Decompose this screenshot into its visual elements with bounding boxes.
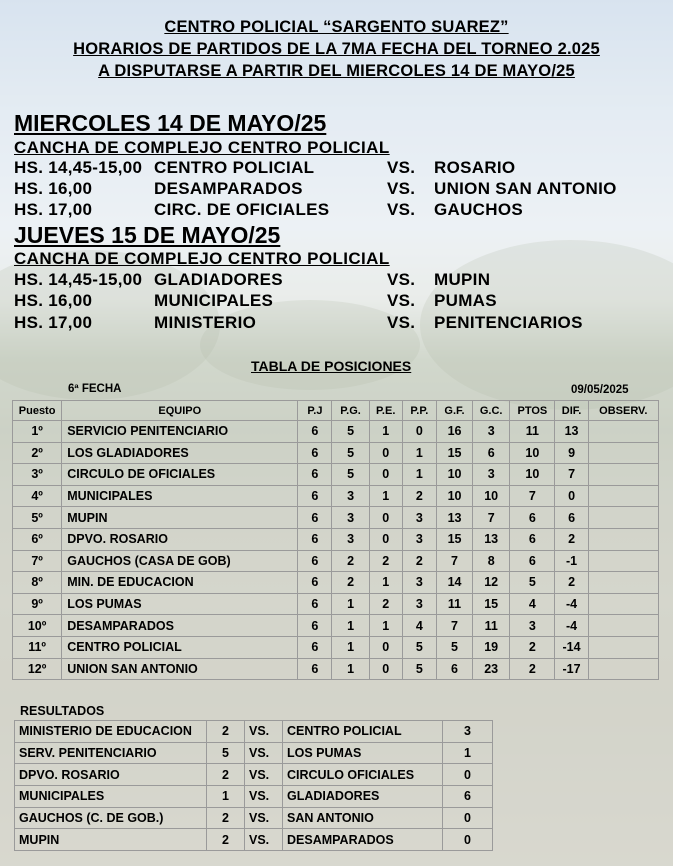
header-line-2: HORARIOS DE PARTIDOS DE LA 7MA FECHA DEL TORNEO 2.025 — [73, 40, 600, 58]
standings-row — [13, 421, 659, 443]
match-time: HS. 17,00 — [14, 313, 93, 332]
won-cell: 1 — [332, 636, 369, 658]
played-cell: 6 — [298, 442, 332, 464]
header-line-1: CENTRO POLICIAL “SARGENTO SUAREZ” — [164, 18, 509, 36]
col-header: P.J — [298, 401, 332, 421]
goals-for-cell: 7 — [436, 615, 472, 637]
points-cell: 6 — [510, 507, 555, 529]
team-cell: LOS GLADIADORES — [62, 442, 298, 464]
home-score-cell: 2 — [207, 764, 245, 786]
vs-cell: VS. — [245, 807, 283, 829]
observations-cell — [588, 485, 658, 507]
goals-against-cell: 3 — [473, 464, 510, 486]
match-home: CENTRO POLICIAL — [154, 158, 315, 177]
match-vs: VS. — [387, 200, 416, 219]
goals-against-cell: 11 — [473, 615, 510, 637]
result-row — [15, 764, 493, 786]
lost-cell: 4 — [402, 615, 436, 637]
observations-cell — [588, 593, 658, 615]
result-row — [15, 829, 493, 851]
goal-diff-cell: 2 — [555, 528, 588, 550]
goals-against-cell: 12 — [473, 572, 510, 594]
home-team-cell: MUPIN — [15, 829, 207, 851]
day-1-match-3 — [14, 200, 664, 222]
drawn-cell: 1 — [369, 485, 402, 507]
team-cell: SERVICIO PENITENCIARIO — [62, 421, 298, 443]
lost-cell: 2 — [402, 485, 436, 507]
home-team-cell: GAUCHOS (C. DE GOB.) — [15, 807, 207, 829]
lost-cell: 1 — [402, 442, 436, 464]
result-row — [15, 721, 493, 743]
goals-against-cell: 19 — [473, 636, 510, 658]
home-team-cell: DPVO. ROSARIO — [15, 764, 207, 786]
lost-cell: 3 — [402, 528, 436, 550]
match-away: PUMAS — [434, 291, 497, 310]
away-score-cell: 3 — [443, 721, 493, 743]
team-cell: MIN. DE EDUCACION — [62, 572, 298, 594]
played-cell: 6 — [298, 464, 332, 486]
away-team-cell: DESAMPARADOS — [283, 829, 443, 851]
goal-diff-cell: 2 — [555, 572, 588, 594]
drawn-cell: 1 — [369, 615, 402, 637]
lost-cell: 3 — [402, 593, 436, 615]
points-cell: 7 — [510, 485, 555, 507]
played-cell: 6 — [298, 485, 332, 507]
day-1-match-1 — [14, 158, 664, 180]
drawn-cell: 0 — [369, 636, 402, 658]
goal-diff-cell: 9 — [555, 442, 588, 464]
position-cell: 7º — [13, 550, 62, 572]
observations-cell — [588, 572, 658, 594]
vs-cell: VS. — [245, 764, 283, 786]
won-cell: 1 — [332, 615, 369, 637]
header-line-3: A DISPUTARSE A PARTIR DEL MIERCOLES 14 DE MAYO/25 — [98, 62, 575, 80]
played-cell: 6 — [298, 593, 332, 615]
points-cell: 4 — [510, 593, 555, 615]
points-cell: 10 — [510, 442, 555, 464]
home-score-cell: 1 — [207, 786, 245, 808]
away-score-cell: 6 — [443, 786, 493, 808]
team-cell: MUNICIPALES — [62, 485, 298, 507]
match-vs: VS. — [387, 270, 416, 289]
match-away: GAUCHOS — [434, 200, 523, 219]
goals-for-cell: 15 — [436, 528, 472, 550]
played-cell: 6 — [298, 658, 332, 680]
goals-against-cell: 10 — [473, 485, 510, 507]
standings-title: TABLA DE POSICIONES — [251, 358, 412, 374]
home-team-cell: SERV. PENITENCIARIO — [15, 742, 207, 764]
goals-for-cell: 6 — [436, 658, 472, 680]
drawn-cell: 1 — [369, 572, 402, 594]
goal-diff-cell: -4 — [555, 593, 588, 615]
col-header: G.F. — [436, 401, 472, 421]
drawn-cell: 0 — [369, 464, 402, 486]
away-score-cell: 1 — [443, 742, 493, 764]
won-cell: 3 — [332, 528, 369, 550]
points-cell: 2 — [510, 636, 555, 658]
points-cell: 3 — [510, 615, 555, 637]
won-cell: 3 — [332, 507, 369, 529]
points-cell: 5 — [510, 572, 555, 594]
home-score-cell: 2 — [207, 807, 245, 829]
match-home: MINISTERIO — [154, 313, 257, 332]
observations-cell — [588, 442, 658, 464]
lost-cell: 3 — [402, 572, 436, 594]
won-cell: 2 — [332, 550, 369, 572]
match-vs: VS. — [387, 158, 416, 177]
match-home: MUNICIPALES — [154, 291, 274, 310]
away-team-cell: SAN ANTONIO — [283, 807, 443, 829]
goal-diff-cell: -4 — [555, 615, 588, 637]
match-home: GLADIADORES — [154, 270, 283, 289]
match-vs: VS. — [387, 313, 416, 332]
col-header: OBSERV. — [588, 401, 658, 421]
points-cell: 10 — [510, 464, 555, 486]
away-score-cell: 0 — [443, 829, 493, 851]
vs-cell: VS. — [245, 829, 283, 851]
observations-cell — [588, 636, 658, 658]
match-away: UNION SAN ANTONIO — [434, 179, 617, 198]
away-team-cell: CENTRO POLICIAL — [283, 721, 443, 743]
team-cell: DESAMPARADOS — [62, 615, 298, 637]
position-cell: 2º — [13, 442, 62, 464]
goals-for-cell: 15 — [436, 442, 472, 464]
position-cell: 11º — [13, 636, 62, 658]
match-vs: VS. — [387, 179, 416, 198]
points-cell: 2 — [510, 658, 555, 680]
played-cell: 6 — [298, 636, 332, 658]
played-cell: 6 — [298, 528, 332, 550]
home-team-cell: MINISTERIO DE EDUCACION — [15, 721, 207, 743]
observations-cell — [588, 464, 658, 486]
standings-row — [13, 464, 659, 486]
col-header: P.E. — [369, 401, 402, 421]
standings-row — [13, 507, 659, 529]
lost-cell: 0 — [402, 421, 436, 443]
match-away: PENITENCIARIOS — [434, 313, 583, 332]
standings-row — [13, 636, 659, 658]
goal-diff-cell: 6 — [555, 507, 588, 529]
won-cell: 5 — [332, 464, 369, 486]
standings-row — [13, 550, 659, 572]
goals-against-cell: 6 — [473, 442, 510, 464]
played-cell: 6 — [298, 507, 332, 529]
col-header: G.C. — [473, 401, 510, 421]
match-away: ROSARIO — [434, 158, 516, 177]
col-header: PTOS — [510, 401, 555, 421]
position-cell: 5º — [13, 507, 62, 529]
col-header: P.P. — [402, 401, 436, 421]
won-cell: 2 — [332, 572, 369, 594]
goal-diff-cell: 7 — [555, 464, 588, 486]
goals-for-cell: 16 — [436, 421, 472, 443]
match-vs: VS. — [387, 291, 416, 310]
position-cell: 6º — [13, 528, 62, 550]
away-score-cell: 0 — [443, 807, 493, 829]
team-cell: DPVO. ROSARIO — [62, 528, 298, 550]
home-team-cell: MUNICIPALES — [15, 786, 207, 808]
lost-cell: 2 — [402, 550, 436, 572]
observations-cell — [588, 528, 658, 550]
drawn-cell: 1 — [369, 421, 402, 443]
position-cell: 8º — [13, 572, 62, 594]
lost-cell: 1 — [402, 464, 436, 486]
goals-against-cell: 8 — [473, 550, 510, 572]
won-cell: 5 — [332, 421, 369, 443]
won-cell: 5 — [332, 442, 369, 464]
goal-diff-cell: -1 — [555, 550, 588, 572]
team-cell: MUPIN — [62, 507, 298, 529]
day-2-match-3 — [14, 313, 664, 335]
goals-for-cell: 14 — [436, 572, 472, 594]
match-time: HS. 14,45-15,00 — [14, 270, 143, 289]
goals-for-cell: 10 — [436, 485, 472, 507]
team-cell: LOS PUMAS — [62, 593, 298, 615]
match-home: CIRC. DE OFICIALES — [154, 200, 330, 219]
standings-table — [12, 400, 659, 680]
match-time: HS. 16,00 — [14, 179, 93, 198]
vs-cell: VS. — [245, 786, 283, 808]
standings-row — [13, 593, 659, 615]
standings-row — [13, 572, 659, 594]
result-row — [15, 807, 493, 829]
points-cell: 6 — [510, 550, 555, 572]
home-score-cell: 5 — [207, 742, 245, 764]
goals-for-cell: 13 — [436, 507, 472, 529]
vs-cell: VS. — [245, 721, 283, 743]
position-cell: 4º — [13, 485, 62, 507]
goals-against-cell: 13 — [473, 528, 510, 550]
goals-for-cell: 11 — [436, 593, 472, 615]
away-team-cell: LOS PUMAS — [283, 742, 443, 764]
goals-for-cell: 7 — [436, 550, 472, 572]
drawn-cell: 0 — [369, 528, 402, 550]
goal-diff-cell: 0 — [555, 485, 588, 507]
day-2-match-1 — [14, 270, 664, 292]
won-cell: 3 — [332, 485, 369, 507]
observations-cell — [588, 421, 658, 443]
goals-against-cell: 3 — [473, 421, 510, 443]
day-1-title: MIERCOLES 14 DE MAYO/25 — [14, 110, 327, 136]
drawn-cell: 2 — [369, 550, 402, 572]
team-cell: CENTRO POLICIAL — [62, 636, 298, 658]
day-2-court: CANCHA DE COMPLEJO CENTRO POLICIAL — [14, 249, 390, 268]
observations-cell — [588, 615, 658, 637]
team-cell: GAUCHOS (CASA DE GOB) — [62, 550, 298, 572]
away-score-cell: 0 — [443, 764, 493, 786]
match-time: HS. 17,00 — [14, 200, 93, 219]
col-header: P.G. — [332, 401, 369, 421]
goals-for-cell: 10 — [436, 464, 472, 486]
day-1-court: CANCHA DE COMPLEJO CENTRO POLICIAL — [14, 138, 390, 157]
standings-row — [13, 658, 659, 680]
drawn-cell: 0 — [369, 442, 402, 464]
played-cell: 6 — [298, 421, 332, 443]
match-time: HS. 14,45-15,00 — [14, 158, 143, 177]
lost-cell: 5 — [402, 636, 436, 658]
standings-row — [13, 615, 659, 637]
match-time: HS. 16,00 — [14, 291, 93, 310]
goal-diff-cell: 13 — [555, 421, 588, 443]
goals-for-cell: 5 — [436, 636, 472, 658]
points-cell: 6 — [510, 528, 555, 550]
result-row — [15, 742, 493, 764]
goals-against-cell: 15 — [473, 593, 510, 615]
day-2-title: JUEVES 15 DE MAYO/25 — [14, 222, 281, 248]
standings-row — [13, 442, 659, 464]
match-home: DESAMPARADOS — [154, 179, 303, 198]
observations-cell — [588, 507, 658, 529]
position-cell: 3º — [13, 464, 62, 486]
standings-row — [13, 485, 659, 507]
standings-date: 09/05/2025 — [571, 384, 629, 396]
goal-diff-cell: -14 — [555, 636, 588, 658]
goal-diff-cell: -17 — [555, 658, 588, 680]
observations-cell — [588, 550, 658, 572]
observations-cell — [588, 658, 658, 680]
won-cell: 1 — [332, 593, 369, 615]
position-cell: 10º — [13, 615, 62, 637]
played-cell: 6 — [298, 615, 332, 637]
drawn-cell: 0 — [369, 658, 402, 680]
points-cell: 11 — [510, 421, 555, 443]
col-header: Puesto — [13, 401, 62, 421]
home-score-cell: 2 — [207, 829, 245, 851]
played-cell: 6 — [298, 550, 332, 572]
lost-cell: 5 — [402, 658, 436, 680]
col-header: DIF. — [555, 401, 588, 421]
team-cell: CIRCULO DE OFICIALES — [62, 464, 298, 486]
home-score-cell: 2 — [207, 721, 245, 743]
won-cell: 1 — [332, 658, 369, 680]
away-team-cell: CIRCULO OFICIALES — [283, 764, 443, 786]
col-header: EQUIPO — [62, 401, 298, 421]
goals-against-cell: 7 — [473, 507, 510, 529]
vs-cell: VS. — [245, 742, 283, 764]
day-1-match-2 — [14, 179, 664, 201]
drawn-cell: 2 — [369, 593, 402, 615]
lost-cell: 3 — [402, 507, 436, 529]
away-team-cell: GLADIADORES — [283, 786, 443, 808]
results-table — [14, 720, 493, 851]
goals-against-cell: 23 — [473, 658, 510, 680]
played-cell: 6 — [298, 572, 332, 594]
results-title: RESULTADOS — [20, 704, 105, 718]
standings-row — [13, 528, 659, 550]
position-cell: 12º — [13, 658, 62, 680]
standings-header-row — [13, 401, 659, 421]
standings-round: 6ª FECHA — [68, 383, 122, 395]
day-2-match-2 — [14, 291, 664, 313]
team-cell: UNION SAN ANTONIO — [62, 658, 298, 680]
drawn-cell: 0 — [369, 507, 402, 529]
match-away: MUPIN — [434, 270, 491, 289]
position-cell: 1º — [13, 421, 62, 443]
position-cell: 9º — [13, 593, 62, 615]
result-row — [15, 786, 493, 808]
